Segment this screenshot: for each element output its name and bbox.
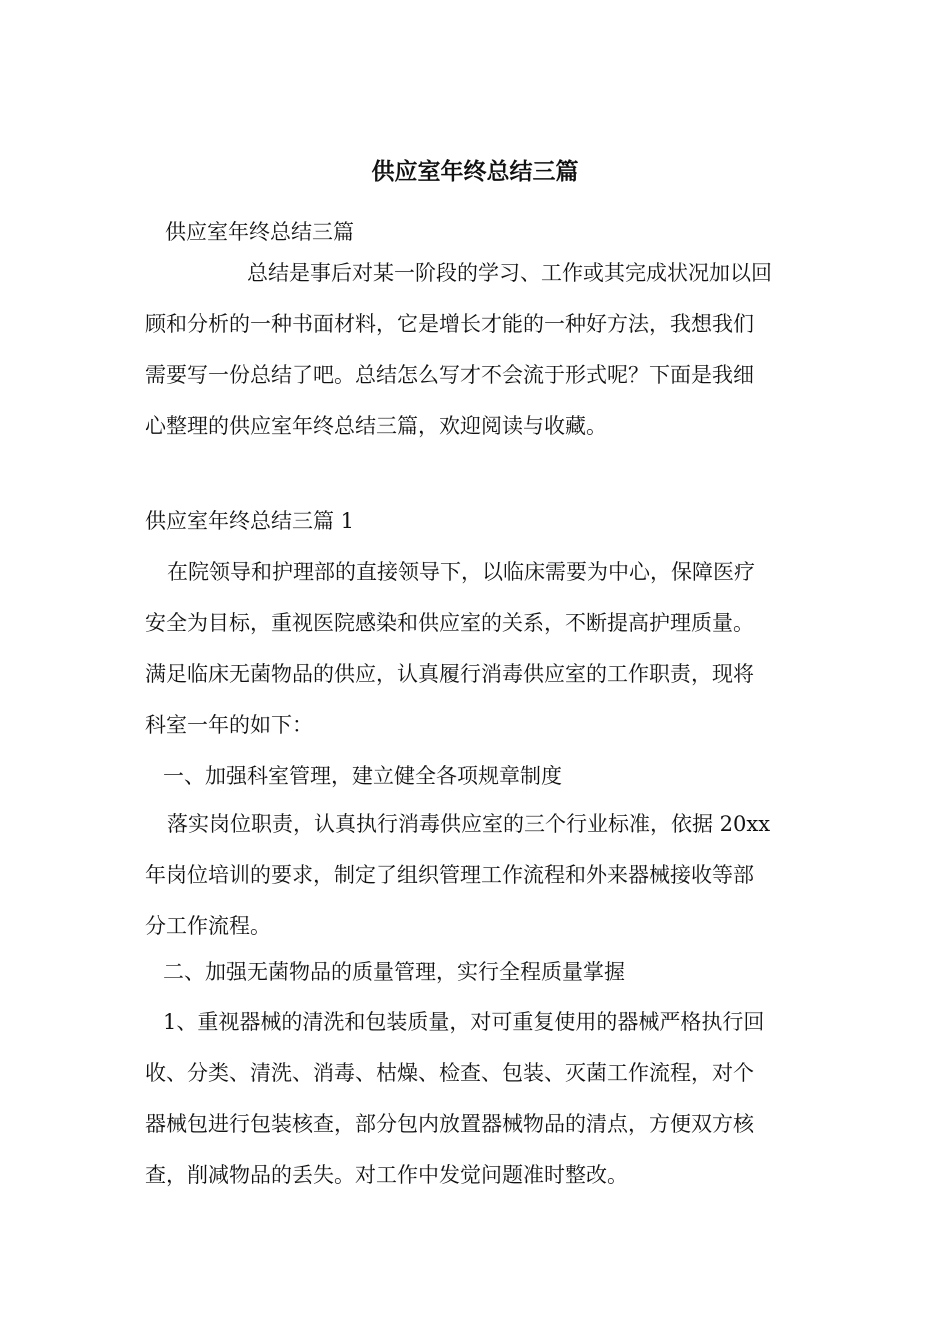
para2-line-2: 年岗位培训的要求，制定了组织管理工作流程和外来器械接收等部 — [145, 863, 754, 887]
para3-line-4: 查，削减物品的丢失。对工作中发觉问题准时整改。 — [145, 1163, 628, 1187]
para1-line-3: 满足临床无菌物品的供应，认真履行消毒供应室的工作职责，现将 — [145, 662, 754, 686]
section-heading — [145, 496, 810, 547]
intro-line-2: 顾和分析的一种书面材料，它是增长才能的一种好方法，我想我们 — [145, 312, 754, 336]
para3-line-2: 收、分类、清洗、消毒、枯燥、检查、包装、灭菌工作流程，对个 — [145, 1061, 754, 1085]
para3-line-3: 器械包进行包装核查，部分包内放置器械物品的清点，方便双方核 — [145, 1112, 754, 1136]
paragraph-2 — [145, 799, 810, 952]
subtitle-text: 供应室年终总结三篇 — [165, 220, 354, 244]
para2-line-1: 落实岗位职责，认真执行消毒供应室的三个行业标准，依据 20xx — [167, 812, 771, 836]
intro-line-1: 总结是事后对某一阶段的学习、工作或其完成状况加以回 — [247, 261, 772, 285]
item-1-text: 一、加强科室管理，建立健全各项规章制度 — [163, 764, 562, 788]
intro-line-3: 需要写一份总结了吧。总结怎么写才不会流于形式呢？下面是我细 — [145, 363, 754, 387]
paragraph-3 — [145, 997, 810, 1201]
item-1-heading — [145, 751, 810, 802]
para3-line-1: 1、重视器械的清洗和包装质量，对可重复使用的器械严格执行回 — [163, 1010, 765, 1034]
section-heading-text: 供应室年终总结三篇 1 — [145, 509, 355, 533]
para1-line-2: 安全为目标，重视医院感染和供应室的关系，不断提高护理质量。 — [145, 611, 754, 635]
intro-line-4: 心整理的供应室年终总结三篇，欢迎阅读与收藏。 — [145, 414, 607, 438]
para1-line-4: 科室一年的如下： — [145, 713, 313, 737]
intro-paragraph — [145, 248, 810, 452]
para1-line-1: 在院领导和护理部的直接领导下，以临床需要为中心，保障医疗 — [167, 560, 755, 584]
item-2-heading — [145, 947, 810, 998]
document-title: 供应室年终总结三篇 — [371, 158, 579, 185]
paragraph-1 — [145, 547, 810, 751]
item-2-text: 二、加强无菌物品的质量管理，实行全程质量掌握 — [163, 960, 625, 984]
para2-line-3: 分工作流程。 — [145, 914, 271, 938]
